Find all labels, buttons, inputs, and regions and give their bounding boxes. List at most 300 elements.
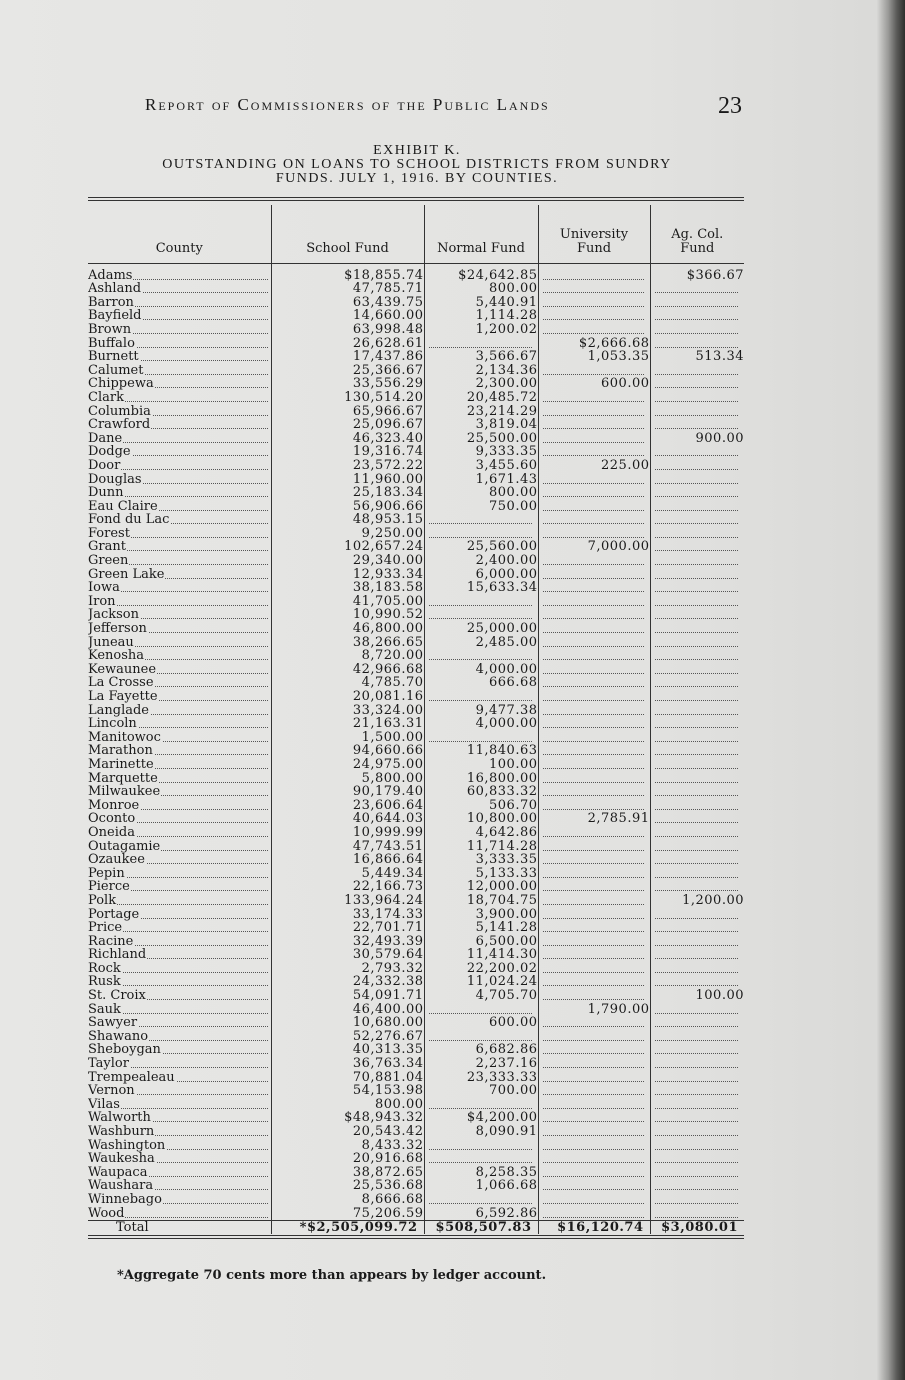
cell-ag-col-fund	[650, 309, 744, 323]
cell-normal-fund: 2,485.00	[424, 635, 538, 649]
cell-normal-fund: $4,200.00	[424, 1111, 538, 1125]
county-name: La Crosse	[88, 675, 154, 690]
table-row	[88, 553, 744, 567]
cell-ag-col-fund	[650, 771, 744, 785]
dot-leader	[543, 306, 644, 307]
dot-leader	[543, 537, 644, 538]
cell-university-fund	[538, 825, 650, 839]
cell-university-fund	[538, 486, 650, 500]
table-row	[88, 907, 744, 921]
cell-ag-col-fund	[650, 744, 744, 758]
cell-school-fund: 46,400.00	[271, 1002, 424, 1016]
cell-county	[88, 513, 271, 527]
cell-county	[88, 1165, 271, 1179]
cell-university-fund	[538, 1029, 650, 1043]
county-name: Ashland	[88, 281, 142, 296]
cell-county	[88, 350, 271, 364]
dot-leader	[543, 809, 644, 810]
cell-normal-fund: 4,642.86	[424, 825, 538, 839]
cell-university-fund	[538, 907, 650, 921]
dot-leader	[655, 1108, 739, 1109]
cell-university-fund	[538, 635, 650, 649]
cell-university-fund	[538, 1192, 650, 1206]
cell-county	[88, 309, 271, 323]
dot-leader	[655, 415, 739, 416]
cell-normal-fund: 15,633.34	[424, 581, 538, 595]
cell-school-fund: 130,514.20	[271, 390, 424, 404]
cell-university-fund	[538, 295, 650, 309]
dot-leader	[655, 1040, 739, 1041]
cell-normal-fund: 25,000.00	[424, 621, 538, 635]
cell-ag-col-fund	[650, 676, 744, 690]
cell-university-fund	[538, 567, 650, 581]
dot-leader	[655, 1081, 739, 1082]
cell-university-fund	[538, 961, 650, 975]
county-name: Dane	[88, 431, 123, 445]
table-row	[88, 757, 744, 771]
county-name: Richland	[88, 947, 147, 962]
cell-university-fund	[538, 1124, 650, 1138]
cell-ag-col-fund	[650, 975, 744, 989]
cell-university-fund	[538, 309, 650, 323]
cell-county	[88, 322, 271, 336]
cell-ag-col-fund	[650, 295, 744, 309]
dot-leader	[429, 700, 532, 701]
cell-ag-col-fund	[650, 608, 744, 622]
dot-leader	[543, 877, 644, 878]
total-ag-col-fund: $3,080.01	[650, 1220, 744, 1234]
total-university-fund: $16,120.74	[538, 1220, 650, 1234]
table-row	[88, 717, 744, 731]
cell-normal-fund: 1,671.43	[424, 472, 538, 486]
cell-university-fund	[538, 853, 650, 867]
cell-normal-fund	[424, 649, 538, 663]
dot-leader	[543, 782, 644, 783]
county-name: Dodge	[88, 444, 131, 459]
cell-normal-fund	[424, 1002, 538, 1016]
cell-school-fund: 29,340.00	[271, 553, 424, 567]
cell-university-fund	[538, 1152, 650, 1166]
cell-school-fund: 25,366.67	[271, 363, 424, 377]
cell-university-fund	[538, 1179, 650, 1193]
county-name: Waupaca	[88, 1165, 148, 1179]
cell-normal-fund	[424, 513, 538, 527]
cell-school-fund: 5,449.34	[271, 866, 424, 880]
cell-school-fund: 41,705.00	[271, 594, 424, 608]
cell-normal-fund: 9,477.38	[424, 703, 538, 717]
cell-county	[88, 676, 271, 690]
cell-university-fund	[538, 757, 650, 771]
cell-ag-col-fund	[650, 472, 744, 486]
cell-university-fund	[538, 418, 650, 432]
dot-leader	[543, 1081, 644, 1082]
table-row	[88, 771, 744, 785]
cell-school-fund: 23,606.64	[271, 798, 424, 812]
table-row	[88, 377, 744, 391]
table-row	[88, 486, 744, 500]
cell-county	[88, 499, 271, 513]
table-row	[88, 472, 744, 486]
cell-normal-fund: 5,440.91	[424, 295, 538, 309]
cell-university-fund	[538, 662, 650, 676]
dot-leader	[655, 1189, 739, 1190]
cell-ag-col-fund	[650, 594, 744, 608]
dot-leader	[543, 618, 644, 619]
dot-leader	[429, 523, 532, 524]
cell-university-fund	[538, 921, 650, 935]
dot-leader	[543, 401, 644, 402]
dot-leader	[543, 985, 644, 986]
county-name: Portage	[88, 906, 140, 921]
cell-school-fund: 32,493.39	[271, 934, 424, 948]
dot-leader	[655, 741, 739, 742]
dot-leader	[655, 292, 739, 293]
cell-ag-col-fund	[650, 948, 744, 962]
dot-leader	[543, 1135, 644, 1136]
dot-leader	[543, 836, 644, 837]
cell-normal-fund: 11,414.30	[424, 948, 538, 962]
table-row	[88, 853, 744, 867]
county-name: Clark	[88, 390, 124, 404]
cell-county	[88, 757, 271, 771]
cell-normal-fund: 18,704.75	[424, 893, 538, 907]
table-row	[88, 404, 744, 418]
cell-ag-col-fund	[650, 934, 744, 948]
county-name: Vernon	[88, 1083, 135, 1098]
cell-school-fund: 54,091.71	[271, 988, 424, 1002]
cell-university-fund	[538, 893, 650, 907]
cell-university-fund	[538, 431, 650, 445]
table-row	[88, 1043, 744, 1057]
cell-university-fund	[538, 703, 650, 717]
cell-university-fund: $2,666.68	[538, 336, 650, 350]
cell-ag-col-fund	[650, 445, 744, 459]
cell-county	[88, 363, 271, 377]
table-row	[88, 540, 744, 554]
cell-university-fund	[538, 948, 650, 962]
dot-leader	[543, 591, 644, 592]
cell-school-fund: 30,579.64	[271, 948, 424, 962]
cell-school-fund: 1,500.00	[271, 730, 424, 744]
cell-school-fund: 21,163.31	[271, 717, 424, 731]
cell-ag-col-fund	[650, 1192, 744, 1206]
dot-leader	[655, 877, 739, 878]
table-row	[88, 1124, 744, 1138]
table-row	[88, 948, 744, 962]
cell-county	[88, 445, 271, 459]
dot-leader	[655, 958, 739, 959]
total-county: Total	[88, 1220, 271, 1234]
cell-ag-col-fund: 513.34	[650, 350, 744, 364]
dot-leader	[655, 795, 739, 796]
cell-ag-col-fund	[650, 757, 744, 771]
cell-school-fund: 25,183.34	[271, 486, 424, 500]
cell-school-fund: 38,183.58	[271, 581, 424, 595]
cell-university-fund: 1,053.35	[538, 350, 650, 364]
county-name: Juneau	[88, 635, 134, 649]
table-row	[88, 295, 744, 309]
county-name: La Fayette	[88, 689, 158, 703]
cell-county	[88, 635, 271, 649]
dot-leader	[655, 537, 739, 538]
table-row	[88, 921, 744, 935]
county-name: Sheboygan	[88, 1042, 161, 1057]
dot-leader	[655, 686, 739, 687]
dot-leader	[543, 1040, 644, 1041]
cell-university-fund: 600.00	[538, 377, 650, 391]
cell-school-fund: 33,324.00	[271, 703, 424, 717]
cell-ag-col-fund	[650, 880, 744, 894]
cell-normal-fund: $24,642.85	[424, 264, 538, 282]
dot-leader	[543, 1189, 644, 1190]
cell-county	[88, 1084, 271, 1098]
cell-school-fund: 38,266.65	[271, 635, 424, 649]
dot-leader	[543, 659, 644, 660]
table-row	[88, 649, 744, 663]
cell-ag-col-fund	[650, 1070, 744, 1084]
cell-ag-col-fund	[650, 1165, 744, 1179]
cell-ag-col-fund	[650, 499, 744, 513]
cell-normal-fund: 5,141.28	[424, 921, 538, 935]
table-row	[88, 336, 744, 350]
cell-ag-col-fund	[650, 853, 744, 867]
dot-leader	[543, 279, 644, 280]
cell-school-fund: 40,644.03	[271, 812, 424, 826]
county-name: Jefferson	[88, 621, 147, 636]
dot-leader	[655, 564, 739, 565]
table-row	[88, 1029, 744, 1043]
county-name: Green Lake	[88, 567, 165, 581]
dot-leader	[655, 483, 739, 484]
cell-school-fund: 56,906.66	[271, 499, 424, 513]
county-name: Racine	[88, 934, 134, 948]
top-rule	[88, 197, 744, 198]
cell-school-fund: 75,206.59	[271, 1206, 424, 1220]
dot-leader	[655, 401, 739, 402]
dot-leader	[543, 632, 644, 633]
book-binding-edge	[877, 0, 905, 1380]
cell-normal-fund: 8,090.91	[424, 1124, 538, 1138]
cell-ag-col-fund	[650, 649, 744, 663]
dot-leader	[429, 659, 532, 660]
cell-county	[88, 390, 271, 404]
cell-county	[88, 689, 271, 703]
cell-university-fund	[538, 1056, 650, 1070]
table-row	[88, 1070, 744, 1084]
county-name: Waushara	[88, 1178, 154, 1193]
cell-county	[88, 295, 271, 309]
dot-leader	[543, 605, 644, 606]
cell-normal-fund: 1,114.28	[424, 309, 538, 323]
cell-county	[88, 921, 271, 935]
dot-leader	[655, 727, 739, 728]
dot-leader	[543, 727, 644, 728]
cell-ag-col-fund	[650, 1138, 744, 1152]
table-header-row	[88, 205, 744, 264]
cell-university-fund	[538, 1070, 650, 1084]
dot-leader	[655, 510, 739, 511]
dot-leader	[655, 850, 739, 851]
dot-leader	[655, 333, 739, 334]
cell-ag-col-fund	[650, 418, 744, 432]
table-row	[88, 322, 744, 336]
cell-ag-col-fund	[650, 581, 744, 595]
cell-university-fund	[538, 404, 650, 418]
cell-normal-fund	[424, 594, 538, 608]
cell-university-fund	[538, 1206, 650, 1220]
cell-ag-col-fund	[650, 961, 744, 975]
county-name: Bayfield	[88, 308, 142, 323]
cell-county	[88, 961, 271, 975]
cell-normal-fund	[424, 336, 538, 350]
cell-county	[88, 1002, 271, 1016]
dot-leader	[655, 1149, 739, 1150]
cell-county	[88, 1016, 271, 1030]
cell-county	[88, 839, 271, 853]
dot-leader	[429, 1040, 532, 1041]
column-header-normal-fund: Normal Fund	[424, 205, 538, 264]
dot-leader	[655, 550, 739, 551]
cell-university-fund	[538, 717, 650, 731]
cell-normal-fund	[424, 730, 538, 744]
dot-leader	[655, 673, 739, 674]
cell-university-fund	[538, 934, 650, 948]
dot-leader	[543, 863, 644, 864]
cell-ag-col-fund	[650, 377, 744, 391]
table-row	[88, 608, 744, 622]
cell-county	[88, 1206, 271, 1220]
dot-leader	[429, 741, 532, 742]
cell-normal-fund: 11,714.28	[424, 839, 538, 853]
cell-normal-fund: 6,500.00	[424, 934, 538, 948]
county-name: Rusk	[88, 974, 121, 989]
cell-ag-col-fund	[650, 730, 744, 744]
column-header-university-fund: University Fund	[538, 205, 650, 264]
cell-county	[88, 418, 271, 432]
cell-school-fund: 17,437.86	[271, 350, 424, 364]
dot-leader	[543, 496, 644, 497]
cell-normal-fund: 12,000.00	[424, 880, 538, 894]
county-name: Ozaukee	[88, 852, 145, 867]
county-name: St. Croix	[88, 988, 146, 1003]
cell-county	[88, 431, 271, 445]
cell-county	[88, 853, 271, 867]
total-row	[88, 1220, 744, 1234]
table-row	[88, 445, 744, 459]
total-normal-fund: $508,507.83	[424, 1220, 538, 1234]
dot-leader	[655, 754, 739, 755]
county-name: Green	[88, 553, 129, 568]
county-name: Burnett	[88, 349, 139, 364]
cell-county	[88, 621, 271, 635]
cell-county	[88, 866, 271, 880]
dot-leader	[655, 659, 739, 660]
cell-county	[88, 1152, 271, 1166]
cell-school-fund: 20,916.68	[271, 1152, 424, 1166]
cell-county	[88, 282, 271, 296]
dot-leader	[543, 741, 644, 742]
cell-normal-fund: 666.68	[424, 676, 538, 690]
cell-ag-col-fund	[650, 282, 744, 296]
cell-ag-col-fund	[650, 1179, 744, 1193]
dot-leader	[655, 523, 739, 524]
dot-leader	[655, 1121, 739, 1122]
cell-ag-col-fund	[650, 1084, 744, 1098]
cell-ag-col-fund	[650, 825, 744, 839]
footnote: *Aggregate 70 cents more than appears by ledger account.	[117, 1268, 547, 1283]
dot-leader	[543, 374, 644, 375]
dot-leader	[655, 578, 739, 579]
cell-ag-col-fund	[650, 390, 744, 404]
cell-university-fund	[538, 390, 650, 404]
cell-county	[88, 934, 271, 948]
cell-normal-fund: 11,024.24	[424, 975, 538, 989]
column-header-ag-col-fund: Ag. Col. Fund	[650, 205, 744, 264]
table-row	[88, 363, 744, 377]
cell-county	[88, 730, 271, 744]
column-header-county: County	[88, 205, 271, 264]
cell-normal-fund	[424, 1138, 538, 1152]
cell-county	[88, 1111, 271, 1125]
cell-university-fund	[538, 689, 650, 703]
cell-school-fund: 8,666.68	[271, 1192, 424, 1206]
cell-university-fund	[538, 1097, 650, 1111]
table-row	[88, 934, 744, 948]
table-row	[88, 621, 744, 635]
county-name: Trempealeau	[88, 1070, 175, 1084]
dot-leader	[543, 578, 644, 579]
cell-ag-col-fund	[650, 1152, 744, 1166]
cell-school-fund: 9,250.00	[271, 526, 424, 540]
cell-school-fund: 12,933.34	[271, 567, 424, 581]
county-name: Oneida	[88, 825, 135, 839]
cell-ag-col-fund	[650, 1097, 744, 1111]
cell-university-fund	[538, 975, 650, 989]
dot-leader	[543, 686, 644, 687]
table-row	[88, 676, 744, 690]
cell-school-fund: 25,536.68	[271, 1179, 424, 1193]
cell-county	[88, 1070, 271, 1084]
cell-normal-fund: 3,333.35	[424, 853, 538, 867]
cell-county	[88, 649, 271, 663]
cell-school-fund: 63,998.48	[271, 322, 424, 336]
dot-leader	[543, 415, 644, 416]
county-name: Waukesha	[88, 1151, 155, 1166]
cell-school-fund: 46,323.40	[271, 431, 424, 445]
cell-university-fund: 225.00	[538, 458, 650, 472]
cell-ag-col-fund	[650, 907, 744, 921]
dot-leader	[655, 714, 739, 715]
cell-normal-fund: 600.00	[424, 1016, 538, 1030]
cell-normal-fund: 25,560.00	[424, 540, 538, 554]
county-name: Polk	[88, 893, 117, 907]
county-name: Brown	[88, 322, 132, 336]
cell-school-fund: 102,657.24	[271, 540, 424, 554]
dot-leader	[655, 428, 739, 429]
county-name: Fond du Lac	[88, 512, 170, 527]
cell-county	[88, 336, 271, 350]
cell-ag-col-fund	[650, 635, 744, 649]
dot-leader	[655, 809, 739, 810]
cell-normal-fund: 100.00	[424, 757, 538, 771]
dot-leader	[655, 836, 739, 837]
total-school-fund: *$2,505,099.72	[271, 1220, 424, 1234]
cell-ag-col-fund	[650, 703, 744, 717]
dot-leader	[655, 306, 739, 307]
cell-ag-col-fund	[650, 866, 744, 880]
cell-normal-fund: 20,485.72	[424, 390, 538, 404]
cell-university-fund: 7,000.00	[538, 540, 650, 554]
